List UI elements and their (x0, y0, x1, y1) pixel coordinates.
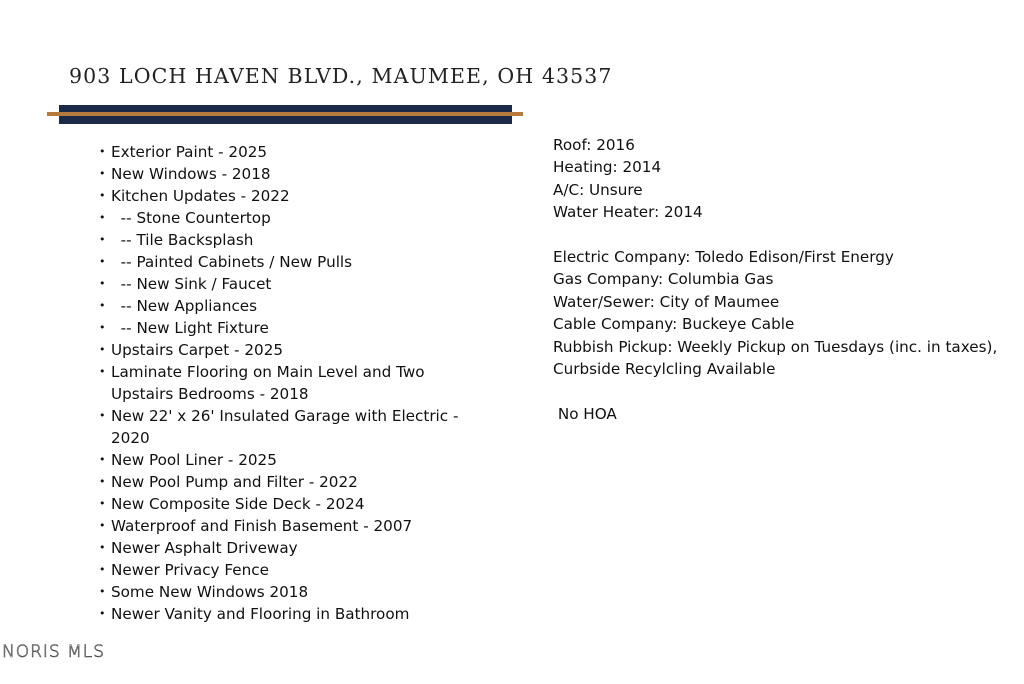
list-item: • -- Tile Backsplash (99, 231, 254, 249)
list-item: • Newer Asphalt Driveway (99, 539, 298, 557)
detail-roof: Roof: 2016 (553, 136, 635, 154)
title-underline-gold-line (47, 112, 523, 116)
detail-cable-company: Cable Company: Buckeye Cable (553, 315, 795, 334)
detail-heating: Heating: 2014 (553, 158, 662, 177)
list-item: • Laminate Flooring on Main Level and Two Upstairs Bedrooms - 2018 (99, 363, 425, 403)
page-title: 903 LOCH HAVEN BLVD., MAUMEE, OH 43537 (69, 64, 613, 88)
bullet-icon: • (99, 409, 106, 422)
bullet-icon: • (99, 233, 106, 246)
bullet-icon: • (99, 453, 106, 466)
bullet-icon: • (99, 541, 106, 554)
mls-watermark: NORIS MLS (2, 642, 106, 662)
detail-water-sewer: Water/Sewer: City of Maumee (553, 292, 780, 311)
bullet-icon: • (99, 343, 106, 356)
list-item: • -- New Sink / Faucet (99, 275, 272, 293)
bullet-icon: • (99, 365, 106, 378)
list-item: • New Pool Pump and Filter - 2022 (99, 473, 358, 491)
list-item: • Kitchen Updates - 2022 (99, 187, 290, 205)
list-item: • New Windows - 2018 (99, 165, 271, 183)
bullet-icon: • (99, 211, 106, 224)
list-item: • New 22' x 26' Insulated Garage with Electric - 2020 (99, 407, 459, 447)
detail-ac: A/C: Unsure (553, 180, 643, 199)
list-item: • New Pool Liner - 2025 (99, 451, 277, 469)
property-details (553, 134, 1013, 425)
detail-hoa: No HOA (553, 404, 617, 423)
list-item: • Newer Vanity and Flooring in Bathroom (99, 605, 410, 623)
list-item: • Exterior Paint - 2025 (99, 143, 268, 161)
bullet-icon: • (99, 497, 106, 510)
updates-list (99, 141, 499, 625)
list-item: • -- Painted Cabinets / New Pulls (99, 253, 353, 271)
bullet-icon: • (99, 321, 106, 334)
bullet-icon: • (99, 607, 106, 620)
detail-spacer (553, 380, 1013, 402)
detail-electric-company: Electric Company: Toledo Edison/First Energy (553, 248, 894, 267)
list-item: • Newer Privacy Fence (99, 561, 269, 579)
detail-rubbish-pickup: Rubbish Pickup: Weekly Pickup on Tuesdays (inc. in taxes), Curbside Recylcling Available (553, 337, 1007, 379)
bullet-icon: • (99, 585, 106, 598)
detail-spacer (553, 224, 1013, 246)
list-item: • -- New Light Fixture (99, 319, 269, 337)
bullet-icon: • (99, 189, 106, 202)
list-item: • Waterproof and Finish Basement - 2007 (99, 517, 413, 535)
list-item: • New Composite Side Deck - 2024 (99, 495, 365, 513)
bullet-icon: • (99, 145, 106, 158)
list-item: • -- Stone Countertop (99, 209, 271, 227)
bullet-icon: • (99, 519, 106, 532)
list-item: • Upstairs Carpet - 2025 (99, 341, 284, 359)
list-item: • -- New Appliances (99, 297, 258, 315)
detail-gas-company: Gas Company: Columbia Gas (553, 270, 774, 289)
list-item: • Some New Windows 2018 (99, 583, 309, 601)
bullet-icon: • (99, 167, 106, 180)
bullet-icon: • (99, 299, 106, 312)
bullet-icon: • (99, 255, 106, 268)
bullet-icon: • (99, 563, 106, 576)
detail-water-heater: Water Heater: 2014 (553, 203, 703, 222)
bullet-icon: • (99, 475, 106, 488)
bullet-icon: • (99, 277, 106, 290)
